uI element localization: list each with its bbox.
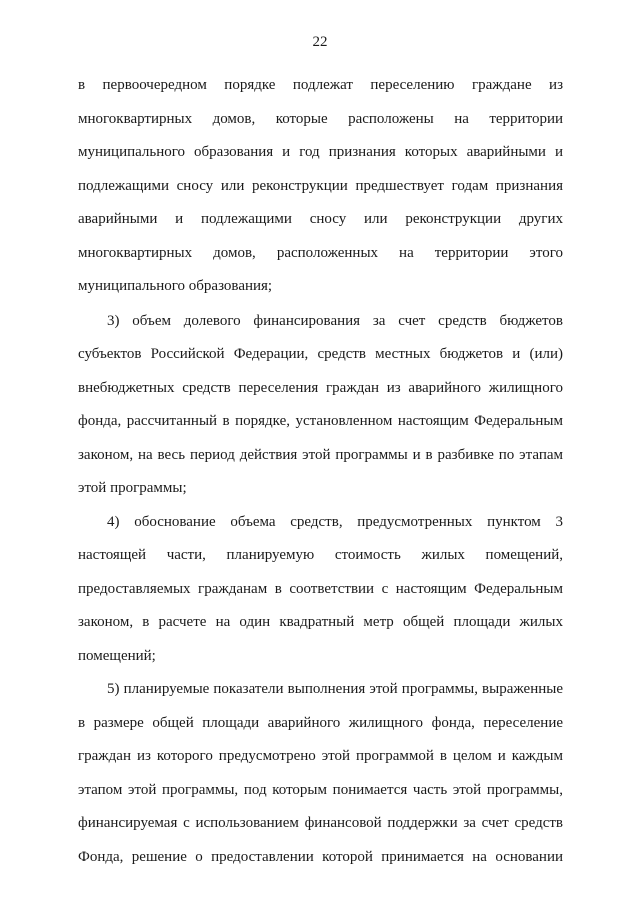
paragraph-item-3: 3) объем долевого финансирования за счет средств бюджетов субъектов Российской Федерации, средств местных бюджетов и (или) внебюджетных средств переселения граждан из аварийного жилищного фонда, рассчитанный в порядке, установленном настоящим Федеральным законом, на весь период действия этой программы и в разбивке по этапам этой программы; [78, 312, 563, 496]
paragraph-continuation: в первоочередном порядке подлежат переселению граждане из многоквартирных домов, которые расположены на территории муниципального образования и год признания которых аварийными и подлежащими сносу или реконструкции предшествует годам признания аварийными и подлежащими сносу или реконструкции других многоквартирных домов, расположенных на территории этого муниципального образования; [78, 77, 563, 294]
paragraph-item-4: 4) обоснование объема средств, предусмотренных пунктом 3 настоящей части, планируемую стоимость жилых помещений, предоставляемых гражданам в соответствии с настоящим Федеральным законом, в расчете на один квадратный метр общей площади жилых помещений; [78, 513, 563, 664]
paragraph-item-5: 5) планируемые показатели выполнения этой программы, выраженные в размере общей площади аварийного жилищного фонда, переселение граждан из которого предусмотрено этой программой в целом и каждым этапом этой программы, под которым понимается часть этой программы, финансируемая с использованием финансовой поддержки за счет средств Фонда, решение о предоставлении которой принимается на основании [78, 681, 563, 865]
document-body [78, 69, 563, 874]
page-number: 22 [312, 34, 328, 50]
